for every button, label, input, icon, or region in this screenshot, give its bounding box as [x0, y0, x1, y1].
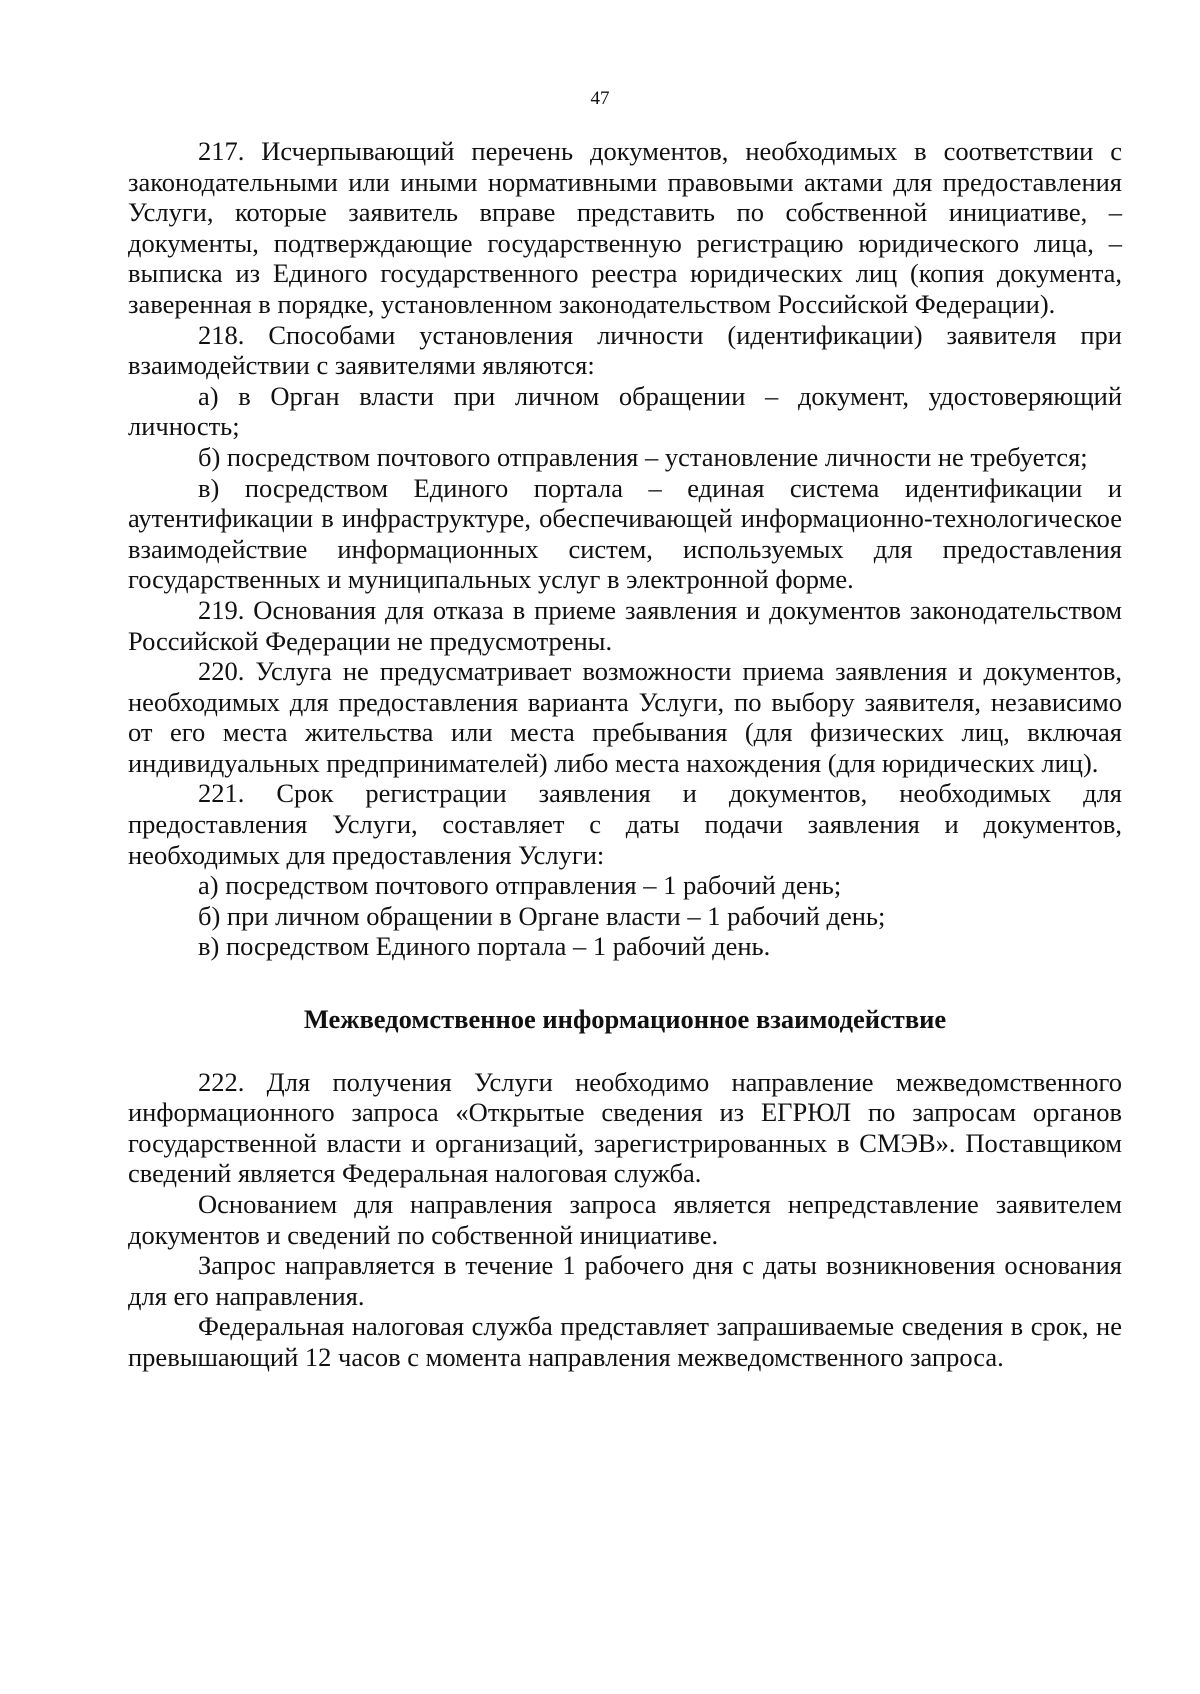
paragraph-222-response: Федеральная налоговая служба представляет запрашиваемые сведения в срок, не превышающий 12 часов с момента направления межведомственного запроса. — [128, 1311, 1122, 1372]
paragraph-218-b: б) посредством почтового отправления – установление личности не требуется; — [198, 441, 1088, 472]
paragraph-218-v: в) посредством Единого портала – единая система идентификации и аутентификации в инфраструктуре, обеспечивающей информационно-технологическое взаимодействие информационных систем, используемых для предоставления государственных и муниципальных услуг в электронной форме. — [128, 472, 1122, 595]
paragraph-220: 220. Услуга не предусматривает возможности приема заявления и документов, необходимых для предоставления варианта Услуги, по выбору заявителя, независимо от его места жительства или места пребывания (для физических лиц, включая индивидуальных предпринимателей) либо места нахождения (для юридических лиц). — [128, 656, 1122, 778]
page-number: 47 — [590, 88, 610, 109]
paragraph-221-v: в) посредством Единого портала – 1 рабочий день. — [198, 931, 771, 962]
paragraph-221-b: б) при личном обращении в Органе власти – 1 рабочий день; — [198, 900, 886, 931]
paragraph-221-a: а) посредством почтового отправления – 1 рабочий день; — [198, 870, 842, 901]
section-heading: Межведомственное информационное взаимодействие — [303, 1004, 947, 1035]
paragraph-217: 217. Исчерпывающий перечень документов, необходимых в соответствии с законодательными или иными нормативными правовыми актами для предоставления Услуги, которые заявитель вправе представить по собственной инициативе, – документы, подтверждающие государственную регистрацию юридического лица, – выписка из Единого государственного реестра юридических лиц (копия документа, заверенная в порядке, установленном законодательством Российской Федерации). — [128, 136, 1122, 319]
document-body — [128, 136, 1122, 1373]
paragraph-218: 218. Способами установления личности (идентификации) заявителя при взаимодействии с заявителями являются: — [128, 319, 1122, 381]
paragraph-222-timing: Запрос направляется в течение 1 рабочего дня с даты возникновения основания для его направления. — [128, 1250, 1122, 1311]
paragraph-222: 222. Для получения Услуги необходимо направление межведомственного информационного запроса «Открытые сведения из ЕГРЮЛ по запросам органов государственной власти и организаций, зарегистрированных в СМЭВ». Поставщиком сведений является Федеральная налоговая служба. — [128, 1066, 1122, 1189]
paragraph-219: 219. Основания для отказа в приеме заявления и документов законодательством Российской Федерации не предусмотрены. — [128, 594, 1122, 656]
paragraph-222-basis: Основанием для направления запроса является непредставление заявителем документов и сведений по собственной инициативе. — [128, 1189, 1122, 1250]
paragraph-218-a: а) в Орган власти при личном обращении – документ, удостоверяющий личность; — [128, 380, 1122, 442]
paragraph-221: 221. Срок регистрации заявления и документов, необходимых для предоставления Услуги, составляет с даты подачи заявления и документов, необходимых для предоставления Услуги: — [128, 778, 1122, 870]
